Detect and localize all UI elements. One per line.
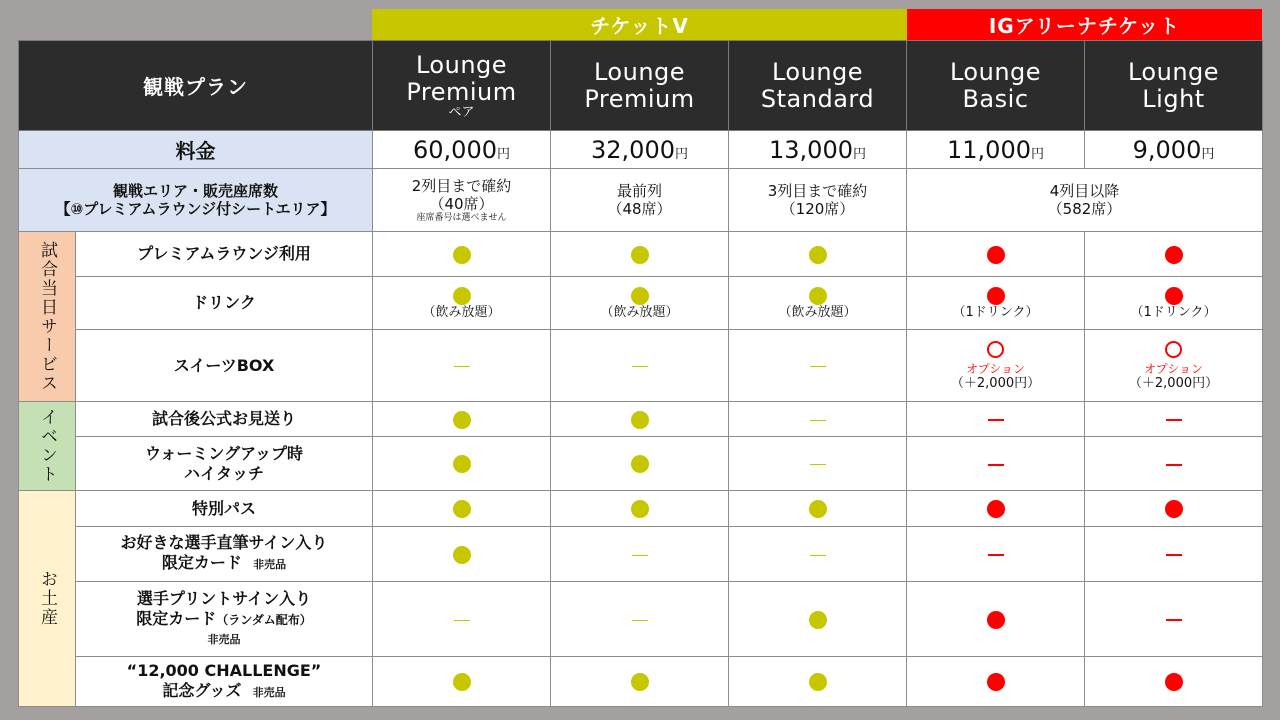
- feature-autograph-card-line2: 限定カード 非売品: [161, 553, 287, 572]
- area-text: 2列目まで確約: [411, 176, 512, 195]
- mark-cell: [1085, 657, 1263, 707]
- mark-cell: [729, 330, 907, 402]
- not-included-dash-icon: [1166, 554, 1182, 556]
- price-value: 32,000: [591, 135, 675, 164]
- included-dot-icon: [809, 287, 827, 305]
- included-dot-icon: [1165, 246, 1183, 264]
- mark-cell: [373, 437, 551, 491]
- mark-cell: [373, 330, 551, 402]
- price-cell: [729, 131, 907, 169]
- area-text: 最前列: [616, 182, 662, 200]
- mark-cell: [729, 491, 907, 527]
- area-cell: [729, 169, 907, 232]
- col-sub: ペア: [448, 104, 475, 120]
- mark-cell: [551, 582, 729, 657]
- mark-cell: [729, 232, 907, 277]
- price-cell: [907, 131, 1085, 169]
- feature-warmup-line2: ハイタッチ: [183, 463, 264, 483]
- category-event: [19, 402, 76, 491]
- mark-cell: [1085, 232, 1263, 277]
- col-name-line1: Lounge: [415, 50, 508, 79]
- category-service: [19, 232, 76, 402]
- plan-title: 観戦プラン: [143, 75, 248, 99]
- area-seats: （582席）: [1047, 200, 1122, 218]
- area-text: 4列目以降: [1049, 182, 1120, 200]
- mark-cell: [729, 582, 907, 657]
- included-dot-icon: [453, 500, 471, 518]
- mark-cell: [551, 277, 729, 330]
- not-included-dash-icon: [632, 366, 648, 367]
- price-cell: [1085, 131, 1263, 169]
- mark-cell: [729, 277, 907, 330]
- mark-cell: [373, 277, 551, 330]
- yen-unit: 円: [496, 146, 510, 162]
- col-name-line2: Basic: [962, 84, 1029, 113]
- mark-cell: [373, 582, 551, 657]
- included-dot-icon: [631, 246, 649, 264]
- not-for-sale-label: 非売品: [252, 685, 286, 699]
- included-dot-icon: [987, 611, 1005, 629]
- mark-cell: [729, 402, 907, 437]
- drink-note: （1ドリンク）: [952, 305, 1039, 321]
- plan-header-cell: [19, 41, 373, 131]
- feature-drink: ドリンク: [76, 277, 373, 330]
- included-dot-icon: [987, 500, 1005, 518]
- included-dot-icon: [809, 500, 827, 518]
- included-dot-icon: [453, 546, 471, 564]
- mark-cell: [551, 232, 729, 277]
- feature-print-card-line1: 選手プリントサイン入り: [136, 588, 312, 608]
- feature-autograph-card-line1: お好きな選手直筆サイン入り: [120, 533, 328, 552]
- mark-cell: [1085, 527, 1263, 582]
- mark-cell: [1085, 277, 1263, 330]
- mark-cell: [373, 491, 551, 527]
- col-lounge-light: [1085, 41, 1263, 131]
- col-name-line1: Lounge: [593, 57, 686, 86]
- mark-cell: [373, 232, 551, 277]
- drink-note: （飲み放題）: [778, 305, 857, 321]
- col-name-line2: Premium: [406, 77, 517, 106]
- price-value: 60,000: [413, 135, 497, 164]
- mark-cell: [373, 657, 551, 707]
- included-dot-icon: [1165, 673, 1183, 691]
- not-for-sale-label: 非売品: [207, 632, 241, 646]
- col-lounge-basic: [907, 41, 1085, 131]
- yen-unit: 円: [852, 146, 866, 162]
- feature-sweets: スイーツBOX: [76, 330, 373, 402]
- not-included-dash-icon: [810, 366, 826, 367]
- included-dot-icon: [453, 246, 471, 264]
- mark-cell: [1085, 330, 1263, 402]
- group-header-ticket-v: チケットV: [372, 9, 907, 40]
- col-name-line2: Standard: [760, 84, 875, 113]
- option-price: （＋2,000円）: [950, 375, 1041, 391]
- not-included-dash-icon: [988, 554, 1004, 556]
- included-dot-icon: [987, 246, 1005, 264]
- drink-note: （1ドリンク）: [1130, 305, 1217, 321]
- feature-challenge-goods-line2: 記念グッズ 非売品: [162, 680, 286, 700]
- price-label: 料金: [19, 131, 373, 169]
- col-name-line1: Lounge: [1127, 57, 1220, 86]
- area-label: [19, 169, 373, 232]
- feature-print-card: [76, 582, 373, 657]
- not-included-dash-icon: [632, 555, 648, 556]
- yen-unit: 円: [1030, 146, 1044, 162]
- not-included-dash-icon: [454, 620, 470, 621]
- price-cell: [373, 131, 551, 169]
- mark-cell: [1085, 582, 1263, 657]
- mark-cell: [551, 437, 729, 491]
- area-note: 座席番号は選べません: [416, 212, 507, 223]
- feature-pass: 特別パス: [76, 491, 373, 527]
- category-souvenir-label: お土産: [37, 570, 57, 627]
- category-souvenir: [19, 491, 76, 707]
- included-dot-icon: [987, 673, 1005, 691]
- included-dot-icon: [631, 500, 649, 518]
- yen-unit: 円: [1201, 146, 1215, 162]
- area-cell: [373, 169, 551, 232]
- not-included-dash-icon: [1166, 464, 1182, 466]
- feature-warmup-line1: ウォーミングアップ時: [145, 443, 303, 463]
- price-value: 11,000: [947, 135, 1031, 164]
- area-label-line2: 【⑩プレミアムラウンジ付シートエリア】: [55, 200, 336, 218]
- feature-challenge-goods: [76, 657, 373, 707]
- not-for-sale-label: 非売品: [253, 558, 287, 571]
- mark-cell: [907, 657, 1085, 707]
- drink-note: （飲み放題）: [600, 305, 679, 321]
- price-value: 13,000: [769, 135, 853, 164]
- included-dot-icon: [453, 287, 471, 305]
- col-name-line2: Premium: [584, 84, 695, 113]
- mark-cell: [907, 437, 1085, 491]
- feature-print-card-line2: 限定カード（ランダム配布）: [136, 608, 312, 628]
- not-included-dash-icon: [454, 366, 470, 367]
- mark-cell: [1085, 402, 1263, 437]
- mark-cell: [907, 582, 1085, 657]
- mark-cell: [551, 402, 729, 437]
- mark-cell: [729, 437, 907, 491]
- option-label: オプション: [966, 361, 1025, 376]
- yen-unit: 円: [674, 146, 688, 162]
- not-included-dash-icon: [810, 420, 826, 421]
- mark-cell: [729, 527, 907, 582]
- area-text: 3列目まで確約: [767, 182, 868, 200]
- included-dot-icon: [809, 673, 827, 691]
- col-name-line2: Light: [1142, 84, 1205, 113]
- included-dot-icon: [631, 411, 649, 429]
- price-value: 9,000: [1132, 135, 1202, 164]
- mark-cell: [373, 402, 551, 437]
- option-ring-icon: [987, 341, 1004, 358]
- feature-warmup: [76, 437, 373, 491]
- not-included-dash-icon: [810, 464, 826, 465]
- included-dot-icon: [631, 673, 649, 691]
- mark-cell: [551, 657, 729, 707]
- group-header-ig-arena: IGアリーナチケット: [907, 9, 1262, 40]
- included-dot-icon: [453, 673, 471, 691]
- area-seats: （120席）: [780, 200, 855, 218]
- mark-cell: [551, 527, 729, 582]
- included-dot-icon: [987, 287, 1005, 305]
- mark-cell: [1085, 491, 1263, 527]
- col-lounge-standard: [729, 41, 907, 131]
- feature-lounge: プレミアムラウンジ利用: [76, 232, 373, 277]
- col-name-line1: Lounge: [771, 57, 864, 86]
- mark-cell: [907, 402, 1085, 437]
- mark-cell: [551, 491, 729, 527]
- option-ring-icon: [1165, 341, 1182, 358]
- not-included-dash-icon: [1166, 619, 1182, 621]
- mark-cell: [1085, 437, 1263, 491]
- not-included-dash-icon: [988, 419, 1004, 421]
- feature-sendoff: 試合後公式お見送り: [76, 402, 373, 437]
- area-cell: [907, 169, 1263, 232]
- mark-cell: [907, 491, 1085, 527]
- mark-cell: [907, 330, 1085, 402]
- option-price: （＋2,000円）: [1128, 375, 1219, 391]
- not-included-dash-icon: [632, 620, 648, 621]
- feature-challenge-goods-line1: “12,000 CHALLENGE”: [126, 660, 322, 680]
- included-dot-icon: [1165, 287, 1183, 305]
- col-lounge-premium-pair: [373, 41, 551, 131]
- included-dot-icon: [809, 611, 827, 629]
- not-included-dash-icon: [988, 464, 1004, 466]
- not-included-dash-icon: [810, 555, 826, 556]
- col-lounge-premium: [551, 41, 729, 131]
- area-label-line1: 観戦エリア・販売座席数: [112, 182, 278, 200]
- col-name-line1: Lounge: [949, 57, 1042, 86]
- plan-comparison-table: [18, 40, 1263, 707]
- area-seats: （48席）: [607, 200, 672, 218]
- mark-cell: [729, 657, 907, 707]
- drink-note: （飲み放題）: [422, 305, 501, 321]
- feature-autograph-card: [76, 527, 373, 582]
- category-service-label: 試合当日サービス: [37, 240, 57, 393]
- included-dot-icon: [453, 411, 471, 429]
- mark-cell: [907, 232, 1085, 277]
- included-dot-icon: [1165, 500, 1183, 518]
- price-cell: [551, 131, 729, 169]
- area-cell: [551, 169, 729, 232]
- mark-cell: [907, 277, 1085, 330]
- not-included-dash-icon: [1166, 419, 1182, 421]
- area-seats: （40席）: [429, 194, 494, 213]
- mark-cell: [907, 527, 1085, 582]
- option-label: オプション: [1144, 361, 1203, 376]
- included-dot-icon: [631, 455, 649, 473]
- included-dot-icon: [453, 455, 471, 473]
- category-event-label: イベント: [37, 408, 57, 484]
- included-dot-icon: [809, 246, 827, 264]
- random-distribution-label: （ランダム配布）: [216, 612, 312, 627]
- mark-cell: [551, 330, 729, 402]
- included-dot-icon: [631, 287, 649, 305]
- mark-cell: [373, 527, 551, 582]
